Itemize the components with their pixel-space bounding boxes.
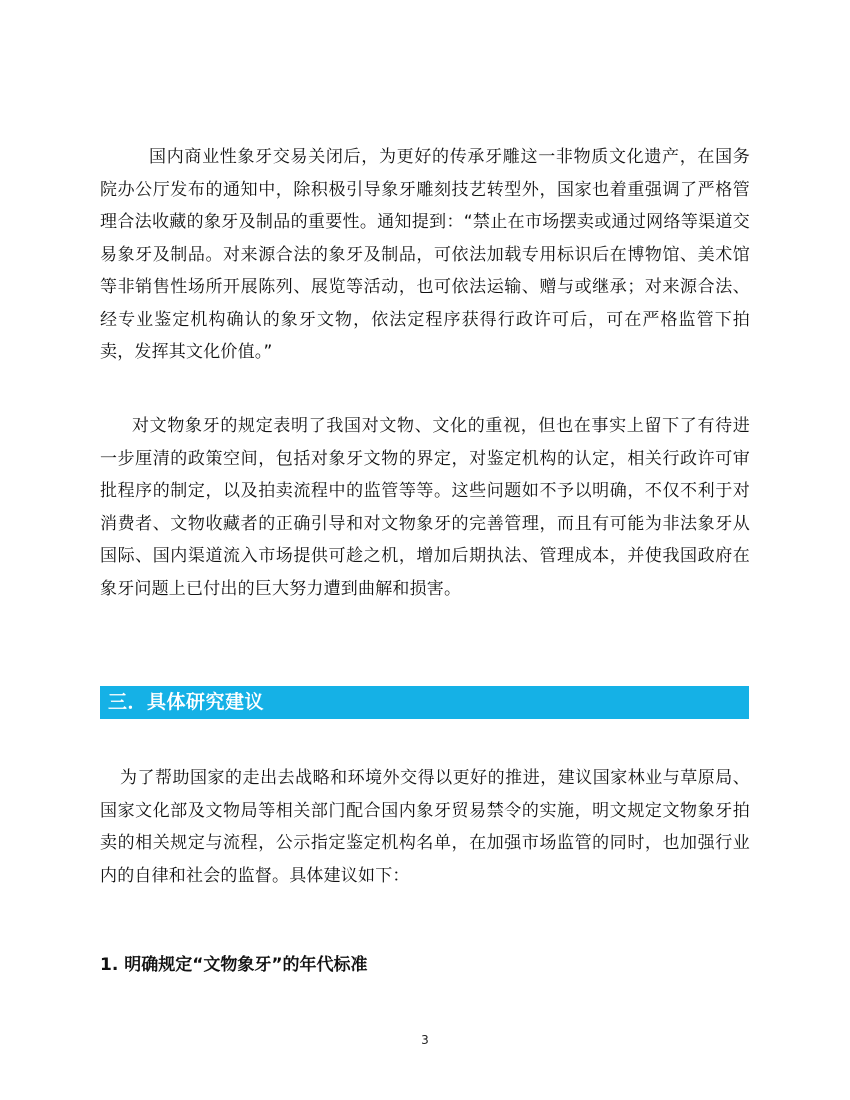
paragraph-ivory-trade-closure: 国内商业性象牙交易关闭后，为更好的传承牙雕这一非物质文化遗产，在国务院办公厅发布的通知中，除积极引导象牙雕刻技艺转型外，国家也着重强调了严格管理合法收藏的象牙及制品的重要性。通知提到：“禁止在市场摆卖或通过网络等渠道交易象牙及制品。对来源合法的象牙及制品，可依法加载专用标识后在博物馆、美术馆等非销售性场所开展陈列、展览等活动，也可依法运输、赠与或继承；对来源合法、经专业鉴定机构确认的象牙文物，依法定程序获得行政许可后，可在严格监管下拍卖，发挥其文化价值。” bbox=[100, 147, 750, 362]
paragraph-policy-space: 对文物象牙的规定表明了我国对文物、文化的重视，但也在事实上留下了有待进一步厘清的政策空间，包括对象牙文物的界定，对鉴定机构的认定，相关行政许可审批程序的制定，以及拍卖流程中的监管等等。这些问题如不予以明确，不仅不利于对消费者、文物收藏者的正确引导和对文物象牙的完善管理，而且有可能为非法象牙从国际、国内渠道流入市场提供可趁之机，增加后期执法、管理成本，并使我国政府在象牙问题上已付出的巨大努力遭到曲解和损害。 bbox=[100, 416, 750, 599]
section-heading: 三．具体研究建议 bbox=[108, 691, 265, 713]
page-number: 3 bbox=[421, 1033, 429, 1047]
paragraph-recommendations-intro: 为了帮助国家的走出去战略和环境外交得以更好的推进，建议国家林业与草原局、国家文化部及文物局等相关部门配合国内象牙贸易禁令的实施，明文规定文物象牙拍卖的相关规定与流程，公示指定鉴定机构名单，在加强市场监管的同时，也加强行业内的自律和社会的监督。具体建议如下： bbox=[100, 768, 750, 886]
subheading-ivory-artifact-standard: 1. 明确规定“文物象牙”的年代标准 bbox=[100, 955, 368, 975]
section-heading-bar bbox=[100, 686, 749, 719]
